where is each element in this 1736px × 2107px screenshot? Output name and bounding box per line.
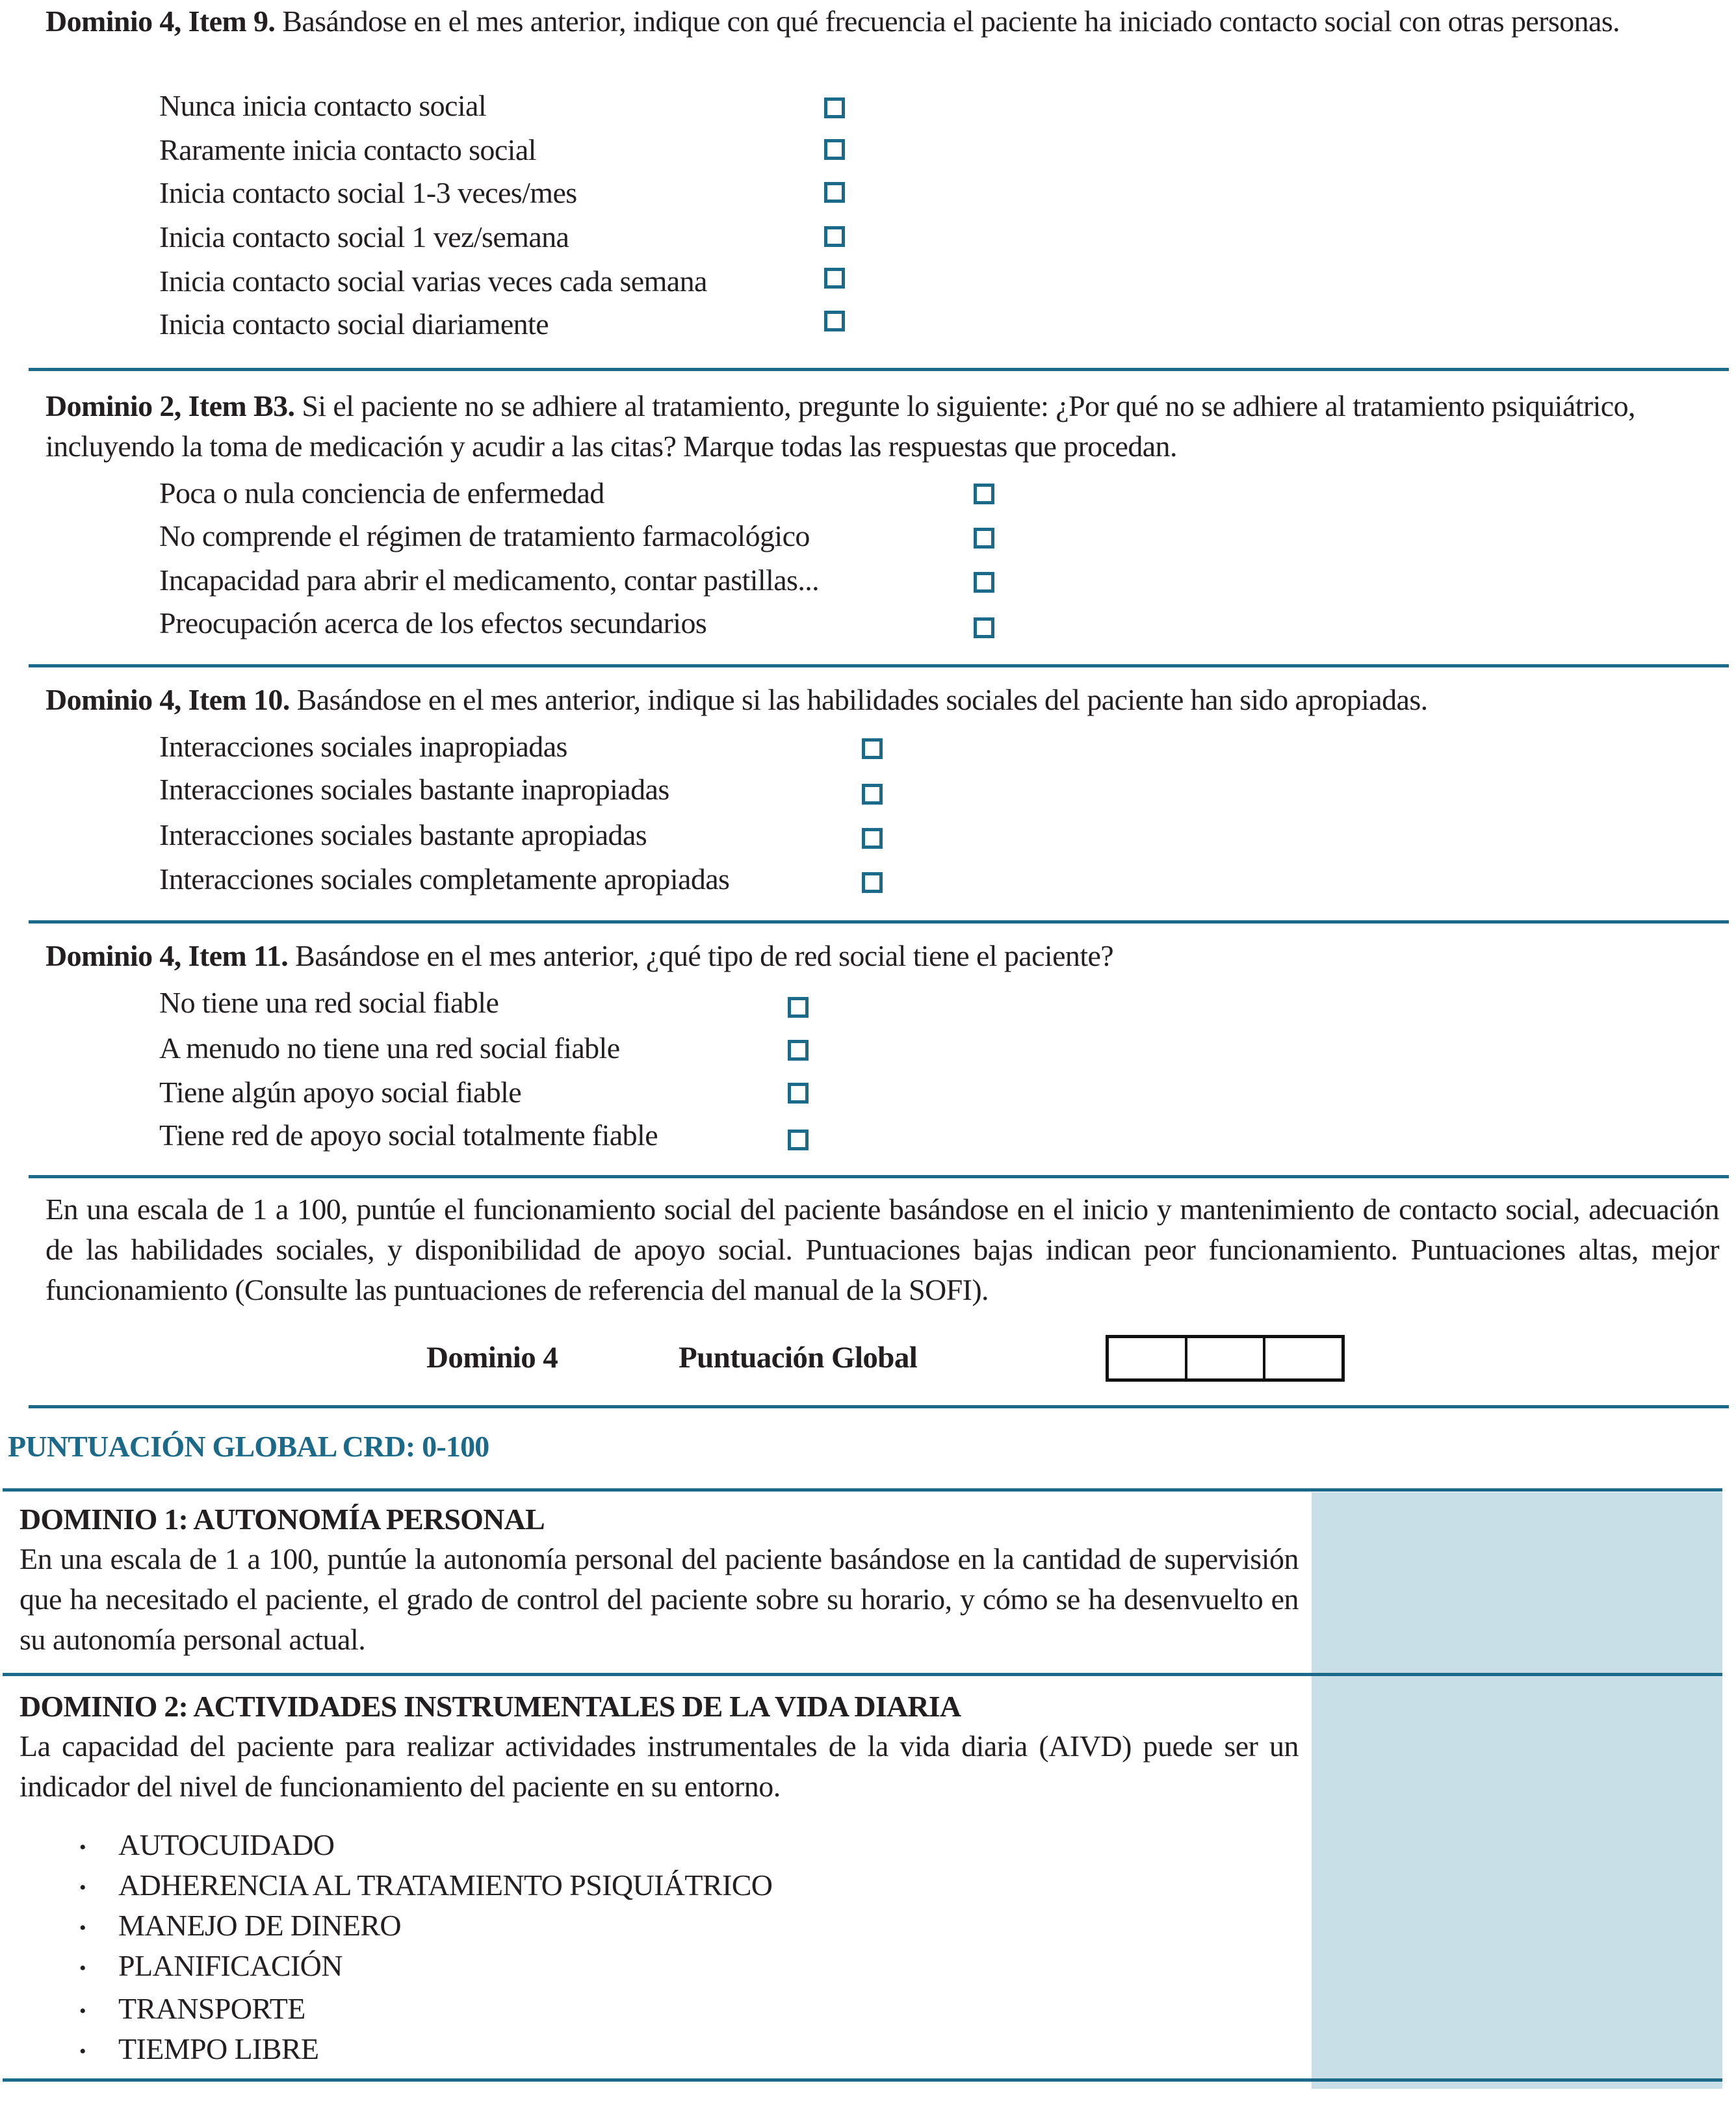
option-label: Poca o nula conciencia de enfermedad xyxy=(159,476,604,510)
question-body: Basándose en el mes anterior, ¿qué tipo de red social tiene el paciente? xyxy=(295,939,1114,972)
option-label: Interacciones sociales completamente apropiadas xyxy=(159,862,730,896)
domain-1-description: En una escala de 1 a 100, puntúe la autonomía personal del paciente basándose en la cantidad de supervisión que ha necesitado el paciente, el grado de control del paciente sobre su horario, y cómo se ha desenvuelto en su autonomía personal actual. xyxy=(19,1542,1299,1656)
section-divider xyxy=(29,920,1729,924)
bullet-text: TIEMPO LIBRE xyxy=(118,2032,319,2065)
checkbox-inapropiadas[interactable] xyxy=(862,738,883,759)
question-body: Si el paciente no se adhiere al tratamiento, pregunte lo siguiente: ¿Por qué no se adhiere al tratamiento psiquiátrico, incluyendo la toma de medicación y acudir a las citas? Marque todas las respuestas que procedan. xyxy=(45,389,1635,463)
checkbox-no-comprende-regimen[interactable] xyxy=(974,528,994,549)
bullet-text: PLANIFICACIÓN xyxy=(118,1949,343,1982)
question-d4-item11 xyxy=(45,936,1722,976)
checkbox-raramente-inicia[interactable] xyxy=(824,139,845,160)
option-label: Inicia contacto social 1-3 veces/mes xyxy=(159,176,577,209)
checkbox-bastante-inapropiadas[interactable] xyxy=(862,784,883,805)
global-score-input[interactable] xyxy=(1106,1335,1345,1382)
option-label: No tiene una red social fiable xyxy=(159,986,499,1019)
option-label: Incapacidad para abrir el medicamento, contar pastillas... xyxy=(159,563,820,597)
question-label: Dominio 4, Item 9. xyxy=(45,5,276,38)
checkbox-bastante-apropiadas[interactable] xyxy=(862,828,883,849)
option-label: Nunca inicia contacto social xyxy=(159,89,487,122)
score-digit-1[interactable] xyxy=(1109,1338,1187,1378)
checkbox-incapacidad-abrir[interactable] xyxy=(974,572,994,593)
question-d4-item9 xyxy=(45,1,1722,42)
bullet-text: MANEJO DE DINERO xyxy=(118,1909,402,1942)
checkbox-red-totalmente-fiable[interactable] xyxy=(788,1130,809,1150)
option-label: Preocupación acerca de los efectos secundarios xyxy=(159,606,707,640)
bullet-list-item xyxy=(79,1989,305,2032)
checkbox-poca-conciencia[interactable] xyxy=(974,484,994,504)
question-text xyxy=(45,680,1722,720)
option-label: Inicia contacto social 1 vez/semana xyxy=(159,220,569,253)
option-label: Tiene red de apoyo social totalmente fiable xyxy=(159,1118,658,1152)
crd-global-score-heading: PUNTUACIÓN GLOBAL CRD: 0-100 xyxy=(8,1430,489,1463)
option-label: Tiene algún apoyo social fiable xyxy=(159,1076,522,1109)
section-divider xyxy=(3,1488,1722,1492)
checkbox-1-vez-semana[interactable] xyxy=(824,226,845,247)
option-label: Raramente inicia contacto social xyxy=(159,133,536,166)
bullet-icon: • xyxy=(79,1877,86,1899)
scale-instructions: En una escala de 1 a 100, puntúe el funcionamiento social del paciente basándose en el inicio y mantenimiento de contacto social, adecuación de las habilidades sociales, y disponibilidad de apoyo social. Puntuaciones bajas indican peor funcionamiento. Puntuaciones altas, mejor funcionamiento (Consulte las puntuaciones de referencia del manual de la SOFI). xyxy=(45,1193,1719,1306)
option-label: Interacciones sociales bastante apropiadas xyxy=(159,818,647,851)
domain-score-column[interactable] xyxy=(1312,1492,1722,2089)
score-global-label: Puntuación Global xyxy=(679,1341,918,1375)
option-label: Inicia contacto social diariamente xyxy=(159,307,549,341)
option-label: No comprende el régimen de tratamiento farmacológico xyxy=(159,519,810,552)
question-body: Basándose en el mes anterior, indique con qué frecuencia el paciente ha iniciado contacto social con otras personas. xyxy=(282,5,1620,38)
domain-2-title: DOMINIO 2: ACTIVIDADES INSTRUMENTALES DE LA VIDA DIARIA xyxy=(19,1690,961,1723)
question-body: Basándose en el mes anterior, indique si las habilidades sociales del paciente han sido apropiadas. xyxy=(296,683,1428,716)
domain-1-title: DOMINIO 1: AUTONOMÍA PERSONAL xyxy=(19,1503,545,1536)
option-label: Interacciones sociales bastante inapropiadas xyxy=(159,773,669,806)
checkbox-varias-veces-semana[interactable] xyxy=(824,268,845,289)
option-label: Inicia contacto social varias veces cada semana xyxy=(159,265,707,298)
section-divider xyxy=(29,1405,1729,1408)
bullet-list-item xyxy=(79,2029,318,2072)
option-label: Interacciones sociales inapropiadas xyxy=(159,730,567,763)
section-divider xyxy=(29,1175,1729,1178)
question-text xyxy=(45,386,1722,467)
section-divider xyxy=(3,2078,1722,2082)
option-label: A menudo no tiene una red social fiable xyxy=(159,1031,620,1065)
section-divider xyxy=(29,368,1729,371)
checkbox-a-menudo-no-red[interactable] xyxy=(788,1040,809,1061)
score-domain-label: Dominio 4 xyxy=(426,1341,558,1375)
bullet-icon: • xyxy=(79,1958,86,1980)
bullet-icon: • xyxy=(79,2000,86,2023)
checkbox-1-3-veces-mes[interactable] xyxy=(824,182,845,203)
bullet-icon: • xyxy=(79,1837,86,1859)
section-divider xyxy=(29,664,1729,667)
question-text xyxy=(45,1,1722,42)
bullet-icon: • xyxy=(79,2041,86,2063)
checkbox-diariamente[interactable] xyxy=(824,311,845,331)
bullet-list-item xyxy=(79,1825,334,1868)
domain-2-description: La capacidad del paciente para realizar actividades instrumentales de la vida diaria (AIVD) puede ser un indicador del nivel de funcionamiento del paciente en su entorno. xyxy=(19,1729,1299,1803)
question-d4-item10 xyxy=(45,680,1722,720)
question-label: Dominio 4, Item 10. xyxy=(45,683,290,716)
bullet-icon: • xyxy=(79,1917,86,1939)
checkbox-completamente-apropiadas[interactable] xyxy=(862,872,883,893)
question-label: Dominio 2, Item B3. xyxy=(45,389,295,422)
checkbox-nunca-inicia[interactable] xyxy=(824,97,845,118)
bullet-text: ADHERENCIA AL TRATAMIENTO PSIQUIÁTRICO xyxy=(118,1868,773,1902)
score-digit-3[interactable] xyxy=(1265,1338,1341,1378)
bullet-list-item xyxy=(79,1906,401,1948)
checkbox-no-red-social[interactable] xyxy=(788,997,809,1018)
question-text xyxy=(45,936,1722,976)
bullet-text: TRANSPORTE xyxy=(118,1992,305,2025)
bullet-list-item xyxy=(79,1946,343,1989)
question-d2-itemB3 xyxy=(45,386,1722,467)
bullet-text: AUTOCUIDADO xyxy=(118,1828,335,1861)
checkbox-algun-apoyo[interactable] xyxy=(788,1083,809,1104)
checkbox-efectos-secundarios[interactable] xyxy=(974,617,994,638)
question-label: Dominio 4, Item 11. xyxy=(45,939,289,972)
section-divider xyxy=(3,1673,1722,1676)
bullet-list-item xyxy=(79,1865,772,1908)
score-digit-2[interactable] xyxy=(1187,1338,1266,1378)
